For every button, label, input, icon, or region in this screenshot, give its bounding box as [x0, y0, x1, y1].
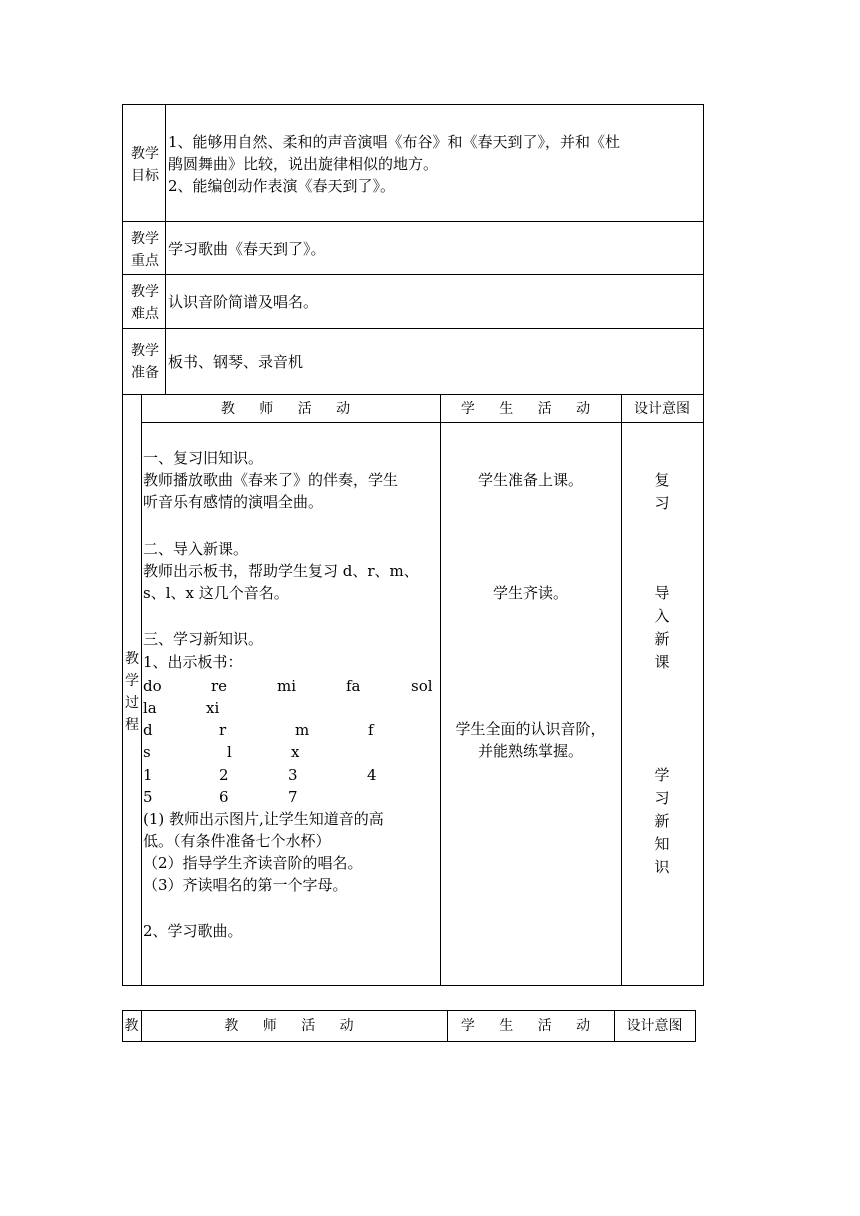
table-border	[122, 104, 123, 986]
row-label-goal	[127, 143, 163, 187]
side-label-char: 过	[125, 695, 139, 711]
solfege-item: do	[143, 677, 162, 695]
table-border	[165, 104, 166, 395]
teacher-line: 2、学习歌曲。	[143, 922, 243, 940]
table-border	[122, 985, 704, 986]
label-text: 教学	[131, 146, 159, 162]
solfege-item: mi	[277, 677, 297, 695]
teacher-line: （2）指导学生齐读音阶的唱名。	[143, 854, 363, 872]
design-intent-intro	[621, 582, 703, 674]
solfege-item: x	[291, 743, 300, 761]
bottom-header-teacher: 教 师 活 动	[224, 1018, 364, 1034]
bottom-header-design: 设计意图	[626, 1018, 683, 1034]
goal-line-1: 1、能够用自然、柔和的声音演唱《布谷》和《春天到了》，并和《杜	[168, 133, 621, 151]
solfege-item: xi	[206, 699, 220, 717]
design-char: 导	[654, 584, 670, 602]
solfege-item: d	[143, 721, 153, 739]
teacher-line: （3）齐读唱名的第一个字母。	[143, 876, 348, 894]
solfege-item: 2	[219, 766, 229, 784]
table-border	[141, 422, 704, 423]
focus-text: 学习歌曲《春天到了》。	[168, 240, 326, 258]
label-text: 教学	[131, 343, 159, 359]
solfege-item: 3	[288, 766, 298, 784]
solfege-item: f	[368, 721, 374, 739]
teacher-line: 教师播放歌曲《春来了》的伴奏，学生	[143, 471, 399, 489]
solfege-item: sol	[411, 677, 433, 695]
label-text: 准备	[131, 365, 159, 381]
solfege-item: m	[295, 721, 310, 739]
solfege-item: fa	[346, 677, 361, 695]
table-border	[122, 1041, 696, 1042]
header-teacher-activity: 教 师 活 动	[220, 401, 361, 417]
process-side-label	[124, 648, 140, 736]
header-design-intent: 设计意图	[634, 401, 690, 417]
table-border	[122, 274, 704, 275]
table-border	[703, 104, 704, 986]
table-border	[141, 395, 142, 986]
preparation-text: 板书、钢琴、录音机	[168, 353, 304, 371]
row-label-preparation	[127, 340, 163, 384]
solfege-item: 5	[143, 788, 153, 806]
table-border	[122, 104, 704, 105]
student-line: 学生准备上课。	[477, 471, 583, 489]
teacher-line: 二、导入新课。	[143, 540, 249, 558]
solfege-item: 6	[219, 788, 229, 806]
label-text: 目标	[131, 168, 159, 184]
design-char: 识	[654, 858, 670, 876]
solfege-item: s	[143, 743, 151, 761]
teacher-line: s、l、x 这几个音名。	[143, 584, 289, 602]
design-char: 课	[654, 653, 670, 671]
design-char: 新	[654, 630, 670, 648]
table-border	[695, 1010, 696, 1042]
table-border	[122, 394, 704, 395]
solfege-item: la	[143, 699, 157, 717]
table-border	[122, 328, 704, 329]
bottom-side-label: 教	[124, 1018, 139, 1034]
label-text: 难点	[131, 306, 159, 322]
solfege-item: 4	[367, 766, 377, 784]
teacher-line: 一、复习旧知识。	[143, 449, 264, 467]
solfege-item: re	[211, 677, 228, 695]
teacher-line: 三、学习新知识。	[143, 630, 264, 648]
label-text: 教学	[131, 284, 159, 300]
goal-line-2: 鹃圆舞曲》比较，说出旋律相似的地方。	[168, 155, 439, 173]
side-label-char: 学	[125, 673, 139, 689]
solfege-item: l	[227, 743, 232, 761]
solfege-item: 1	[143, 766, 153, 784]
design-char: 习	[654, 789, 670, 807]
bottom-header-student: 学 生 活 动	[460, 1018, 601, 1034]
solfege-item: r	[219, 721, 227, 739]
design-intent-review	[621, 469, 703, 515]
design-char: 新	[654, 812, 670, 830]
design-char: 复	[654, 471, 670, 489]
teacher-line: 1、出示板书：	[143, 653, 243, 671]
student-line: 学生全面的认识音阶，	[455, 720, 606, 738]
header-student-activity: 学 生 活 动	[460, 401, 601, 417]
goal-line-3: 2、能编创动作表演《春天到了》。	[168, 177, 396, 195]
student-line: 并能熟练掌握。	[477, 742, 583, 760]
teacher-line: 教师出示板书，帮助学生复习 d、r、m、	[143, 562, 419, 580]
student-line: 学生齐读。	[492, 584, 568, 602]
solfege-item: 7	[288, 788, 298, 806]
design-char: 习	[654, 494, 670, 512]
design-char: 知	[654, 835, 670, 853]
design-intent-learn	[621, 764, 703, 879]
row-label-difficulty	[127, 281, 163, 325]
table-border	[122, 1010, 696, 1011]
side-label-char: 程	[125, 717, 139, 733]
table-border	[122, 221, 704, 222]
difficulty-text: 认识音阶简谱及唱名。	[168, 293, 319, 311]
row-label-focus	[127, 228, 163, 272]
teacher-line: 听音乐有感情的演唱全曲。	[143, 493, 324, 511]
design-char: 入	[654, 607, 670, 625]
teacher-line: 低。（有条件准备七个水杯）	[143, 832, 331, 850]
side-label-char: 教	[125, 651, 139, 667]
label-text: 重点	[131, 253, 159, 269]
teacher-line: (1) 教师出示图片,让学生知道音的高	[143, 810, 384, 828]
design-char: 学	[654, 766, 670, 784]
label-text: 教学	[131, 231, 159, 247]
